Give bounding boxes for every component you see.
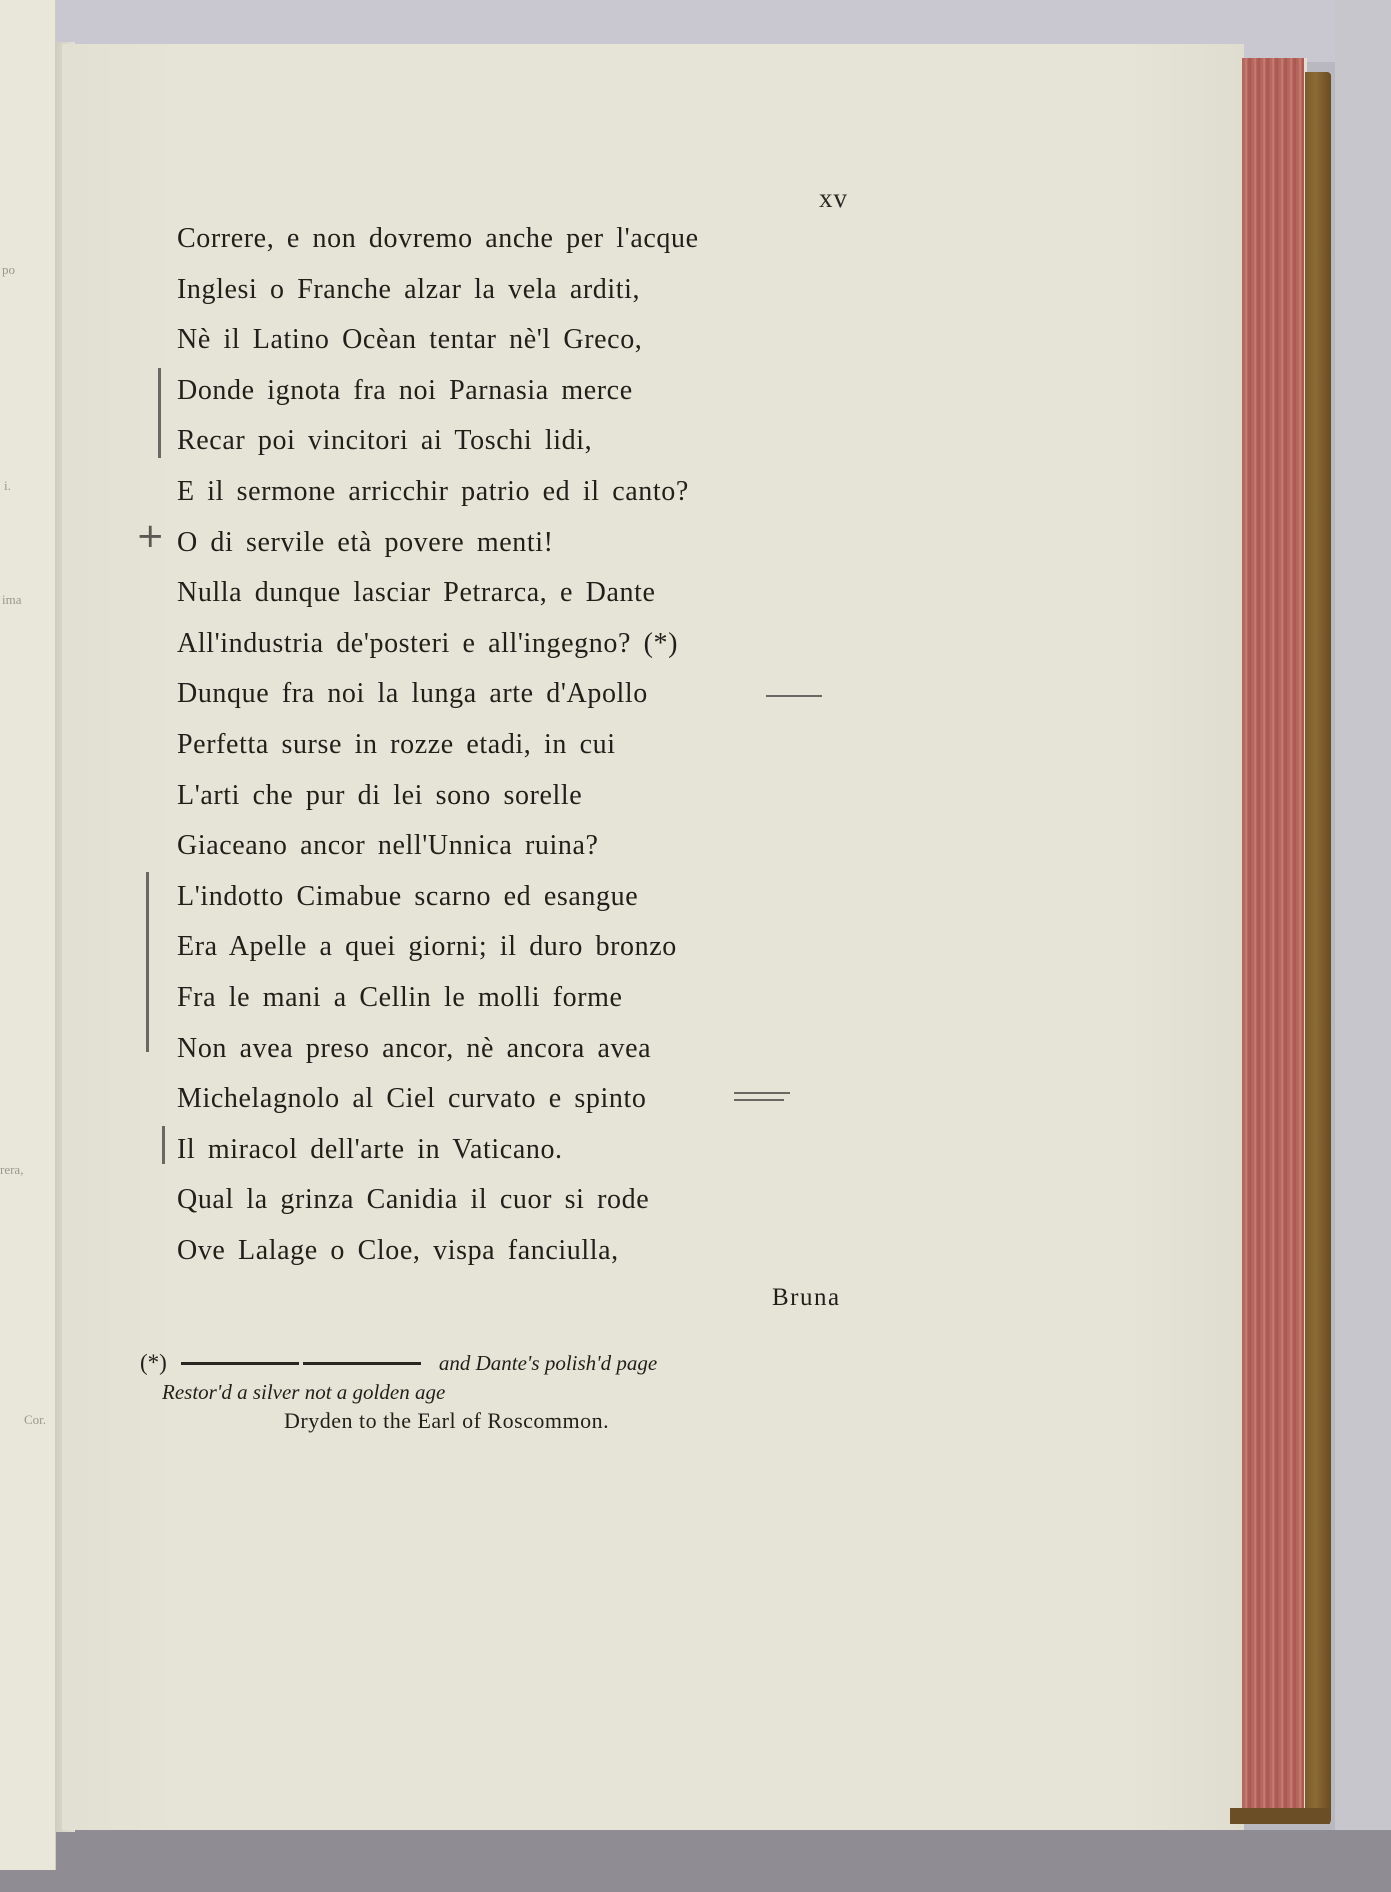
pencil-double-dash-mark [734, 1099, 784, 1101]
pencil-bracket-mark [158, 368, 161, 458]
pencil-bracket-mark [146, 872, 149, 1052]
verse-line: Fra le mani a Cellin le molli forme [177, 981, 623, 1013]
verse-line: All'industria de'posteri e all'ingegno? (*) [177, 627, 679, 659]
left-page-fragment: rera, [0, 1162, 24, 1177]
pencil-bracket-mark [162, 1126, 165, 1164]
verse-line: Correre, e non dovremo anche per l'acque [177, 223, 699, 254]
red-page-edges [1242, 58, 1307, 1818]
pencil-dash-mark [766, 695, 822, 697]
verse-line: L'indotto Cimabue scarno ed esangue [177, 880, 639, 912]
verse-line: Dunque fra noi la lunga arte d'Apollo [177, 678, 648, 710]
verse-line: Nè il Latino Ocèan tentar nè'l Greco, [177, 324, 643, 356]
footnote-quote: Restor'd a silver not a golden age [162, 1380, 446, 1404]
verse-line: Giaceano ancor nell'Unnica ruina? [177, 830, 599, 862]
verse-line: Donde ignota fra noi Parnasia merce [177, 374, 633, 406]
page-number: xv [819, 183, 848, 213]
verse-line: E il sermone arricchir patrio ed il canto? [177, 475, 689, 507]
left-page-fragment: i. [4, 478, 11, 493]
footnote-attribution: Dryden to the Earl of Roscommon. [284, 1408, 610, 1433]
verse-line: Michelagnolo al Ciel curvato e spinto [177, 1083, 647, 1115]
background-bottom [0, 1830, 1391, 1892]
footnote-rule [181, 1362, 299, 1365]
verse-line: Qual la grinza Canidia il cuor si rode [177, 1184, 650, 1216]
verse-line: Ove Lalage o Cloe, vispa fanciulla, [177, 1234, 619, 1266]
verse-line: O di servile età povere menti! [177, 526, 554, 558]
verse-line: Era Apelle a quei giorni; il duro bronzo [177, 931, 677, 963]
footnote-quote: and Dante's polish'd page [438, 1350, 658, 1375]
verse-line: Perfetta surse in rozze etadi, in cui [177, 728, 616, 760]
left-page-edge [0, 0, 56, 1870]
catchword: Bruna [772, 1284, 841, 1311]
footnote-rule [303, 1362, 421, 1365]
book-cover-spine [1305, 72, 1331, 1824]
footnote [140, 1348, 840, 1436]
left-page-fragment: po [2, 262, 15, 277]
verse-line: Recar poi vincitori ai Toschi lidi, [177, 425, 593, 457]
pencil-double-dash-mark [734, 1092, 790, 1094]
verse-line: Nulla dunque lasciar Petrarca, e Dante [177, 577, 656, 609]
book-cover-bottom [1230, 1808, 1330, 1824]
pencil-cross-mark: + [136, 516, 165, 556]
verse-line: Inglesi o Franche alzar la vela arditi, [177, 273, 641, 305]
left-page-fragment: Cor. [24, 1412, 47, 1427]
verse-line: Non avea preso ancor, nè ancora avea [177, 1032, 652, 1064]
verse-line: Il miracol dell'arte in Vaticano. [177, 1133, 563, 1165]
verse-line: L'arti che pur di lei sono sorelle [177, 779, 583, 811]
left-page-fragment: ima [2, 592, 22, 607]
footnote-line [140, 1348, 840, 1378]
background-right [1335, 0, 1391, 1892]
verse-text [177, 214, 897, 1276]
footnote-marker: (*) [140, 1350, 167, 1375]
